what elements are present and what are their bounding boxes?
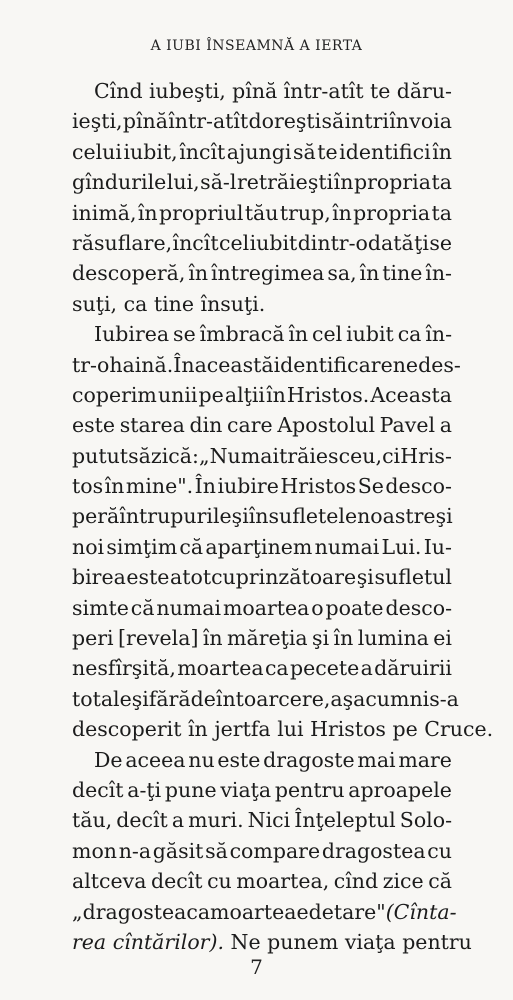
body-text <box>72 76 494 957</box>
text-line: celui iubit, încît ajungi să te identifici în <box>72 139 452 164</box>
text-line: decît a-ţi pune viaţa pentru aproapele <box>72 777 452 802</box>
running-head: A IUBI ÎNSEAMNĂ A IERTA <box>150 38 363 54</box>
text-line: putut să zică: „Nu mai trăiesc eu, ci Hris- <box>72 443 452 468</box>
text-line: totale şi fără de întoarcere, aşa cum ni s-a <box>72 686 459 711</box>
text-line: descoperit în jertfa lui Hristos pe Cruce. <box>72 717 494 742</box>
text-line: nesfîrşită, moartea ca pecete a dăruirii <box>72 656 452 681</box>
text-line: gîndurile lui, să-l retrăieşti în propria ta <box>72 170 452 195</box>
text-line: noi simţim că aparţinem numai Lui. Iu- <box>72 534 452 559</box>
text-line: suţi, ca tine însuţi. <box>72 291 266 316</box>
text-line: „dragostea ca moartea e de tare" (Cînta- <box>72 899 457 924</box>
text-line: inimă, în propriul tău trup, în propria ta <box>72 200 452 225</box>
text-line: răsuflare, încît cel iubit dintr-odată ţi se <box>72 230 452 255</box>
text-line: este starea din care Apostolul Pavel a <box>72 413 452 438</box>
text-line: simte că numai moartea o poate desco- <box>72 595 452 620</box>
text-line: Iubirea se îmbracă în cel iubit ca în- <box>94 322 452 347</box>
text-line: De aceea nu este dragoste mai mare <box>94 747 452 772</box>
page-number: 7 <box>250 955 263 979</box>
text-line: altceva decît cu moartea, cînd zice că <box>72 869 452 894</box>
text-line: tr-o haină. În această identificare ne des- <box>72 352 461 377</box>
text-line: tos în mine". În iubire Hristos Se desco- <box>72 474 452 499</box>
text-line: birea este atotcuprinzătoare şi sufletul <box>72 565 452 590</box>
text-line: peră în trupurile şi în sufletele noastre şi <box>72 504 453 529</box>
text-line: mon n-a găsit să compare dragostea cu <box>72 838 452 863</box>
text-line: peri [revela] în măreţia şi în lumina ei <box>72 626 452 651</box>
text-line: tău, decît a muri. Nici Înţeleptul Solo- <box>72 808 452 833</box>
text-line: Cînd iubeşti, pînă într-atît te dăru- <box>94 79 452 103</box>
text-line: ieşti, pînă într-atît doreşti să intri în voia <box>72 109 452 134</box>
text-line: rea cîntărilor). Ne punem viaţa pentru <box>72 929 472 954</box>
text-line: descoperă, în întregimea sa, în tine în- <box>72 261 452 286</box>
text-line: coperim unii pe alţii în Hristos. Aceasta <box>72 382 452 407</box>
